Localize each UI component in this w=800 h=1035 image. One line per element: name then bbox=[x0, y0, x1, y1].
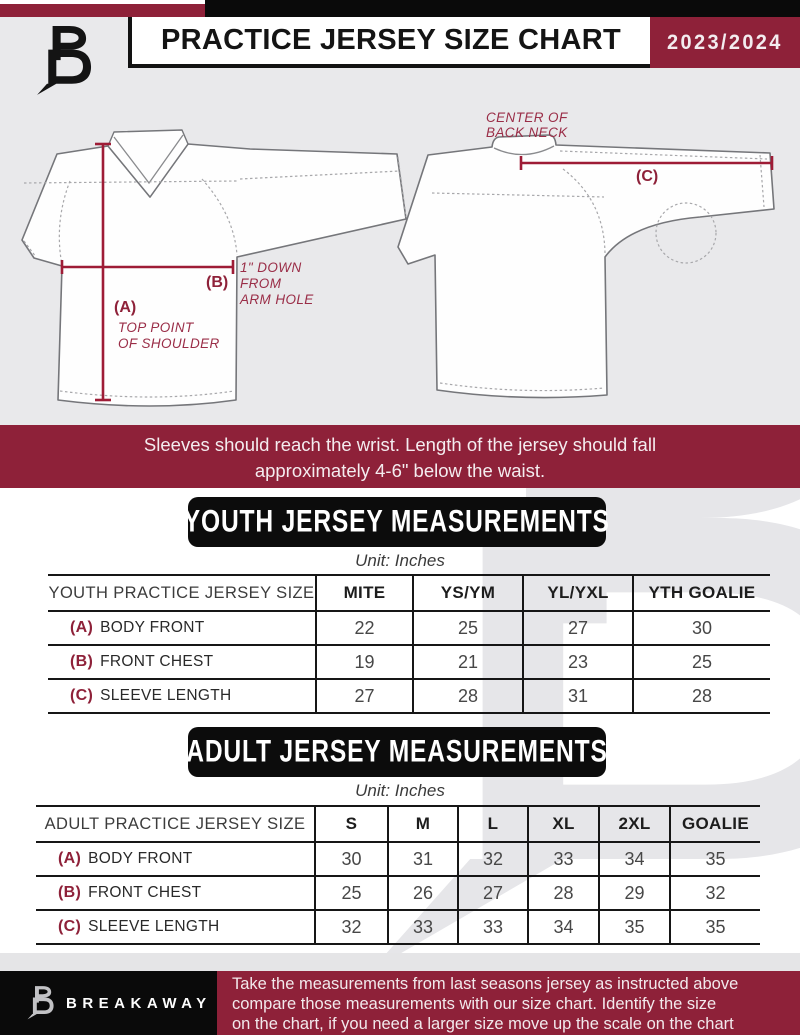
row-key: (A) bbox=[58, 850, 82, 867]
page-title-box bbox=[128, 17, 650, 68]
adult-size-header: M bbox=[388, 806, 458, 842]
table-row-sleeve-length bbox=[36, 910, 760, 944]
label-B-desc: 1" DOWN bbox=[240, 260, 302, 275]
label-C: (C) bbox=[636, 168, 659, 185]
header-maroon-stripe bbox=[0, 4, 205, 17]
cell-value: 34 bbox=[528, 910, 599, 944]
cell-value: 30 bbox=[633, 611, 770, 645]
adult-size-header: GOALIE bbox=[670, 806, 760, 842]
table-row-front-chest bbox=[48, 645, 770, 679]
label-A: (A) bbox=[114, 299, 137, 316]
cell-value: 27 bbox=[458, 876, 528, 910]
adult-table-col0-header: ADULT PRACTICE JERSEY SIZE bbox=[44, 814, 306, 833]
cell-value: 22 bbox=[316, 611, 413, 645]
youth-size-table bbox=[48, 574, 770, 714]
youth-unit-label: Unit: Inches bbox=[355, 551, 445, 570]
adult-unit-label: Unit: Inches bbox=[355, 781, 445, 800]
back-jersey-diagram bbox=[390, 105, 800, 435]
row-key: (C) bbox=[70, 687, 94, 704]
row-key: (B) bbox=[58, 884, 82, 901]
pre-footer-strip bbox=[0, 953, 800, 971]
row-label: SLEEVE LENGTH bbox=[88, 918, 220, 935]
cell-value: 28 bbox=[633, 679, 770, 713]
label-B-desc: ARM HOLE bbox=[240, 292, 314, 307]
footer-brand-block bbox=[0, 971, 217, 1035]
youth-size-header: YTH GOALIE bbox=[633, 575, 770, 611]
footer-line-2: compare those measurements with our size chart. Identify the size bbox=[232, 995, 717, 1013]
cell-value: 33 bbox=[528, 842, 599, 876]
cell-value: 35 bbox=[670, 910, 760, 944]
label-C-desc: BACK NECK bbox=[486, 125, 568, 140]
table-row-front-chest bbox=[36, 876, 760, 910]
breakaway-logo-icon bbox=[26, 985, 56, 1022]
table-row-body-front bbox=[48, 611, 770, 645]
fit-advisory-banner bbox=[0, 425, 800, 488]
adult-table-header-row bbox=[36, 806, 760, 842]
adult-banner-title: ADULT JERSEY MEASUREMENTS bbox=[186, 733, 608, 769]
adult-size-header: L bbox=[458, 806, 528, 842]
row-key: (A) bbox=[70, 619, 94, 636]
cell-value: 23 bbox=[523, 645, 633, 679]
cell-value: 28 bbox=[528, 876, 599, 910]
cell-value: 26 bbox=[388, 876, 458, 910]
cell-value: 31 bbox=[388, 842, 458, 876]
youth-size-header: MITE bbox=[316, 575, 413, 611]
label-B-desc: FROM bbox=[240, 276, 282, 291]
youth-section-banner bbox=[183, 497, 611, 547]
cell-value: 32 bbox=[315, 910, 388, 944]
youth-banner-title: YOUTH JERSEY MEASUREMENTS bbox=[183, 503, 611, 539]
youth-table-col0-header: YOUTH PRACTICE JERSEY SIZE bbox=[48, 583, 315, 602]
cell-value: 21 bbox=[413, 645, 523, 679]
jersey-diagram-area bbox=[0, 17, 800, 425]
cell-value: 28 bbox=[413, 679, 523, 713]
row-key: (B) bbox=[70, 653, 94, 670]
adult-size-table bbox=[36, 805, 760, 945]
cell-value: 27 bbox=[316, 679, 413, 713]
row-label: BODY FRONT bbox=[100, 619, 205, 636]
footer bbox=[0, 971, 800, 1035]
row-label: FRONT CHEST bbox=[100, 653, 214, 670]
cell-value: 32 bbox=[670, 876, 760, 910]
footer-brand-name: BREAKAWAY bbox=[66, 994, 212, 1012]
cell-value: 29 bbox=[599, 876, 670, 910]
label-A-desc: OF SHOULDER bbox=[118, 336, 220, 351]
row-key: (C) bbox=[58, 918, 82, 935]
adult-size-header: XL bbox=[528, 806, 599, 842]
cell-value: 35 bbox=[670, 842, 760, 876]
adult-section-banner bbox=[188, 727, 606, 777]
row-label: FRONT CHEST bbox=[88, 884, 202, 901]
table-row-sleeve-length bbox=[48, 679, 770, 713]
cell-value: 25 bbox=[315, 876, 388, 910]
footer-line-3: on the chart, if you need a larger size move up the scale on the chart bbox=[232, 1015, 734, 1033]
cell-value: 19 bbox=[316, 645, 413, 679]
footer-line-1: Take the measurements from last seasons jersey as instructed above bbox=[232, 975, 739, 993]
breakaway-logo-icon bbox=[34, 24, 96, 100]
cell-value: 27 bbox=[523, 611, 633, 645]
row-label: BODY FRONT bbox=[88, 850, 193, 867]
table-row-body-front bbox=[36, 842, 760, 876]
youth-table-header-row bbox=[48, 575, 770, 611]
advisory-line-1: Sleeves should reach the wrist. Length of the jersey should fall bbox=[143, 434, 657, 455]
adult-size-header: S bbox=[315, 806, 388, 842]
cell-value: 33 bbox=[388, 910, 458, 944]
front-jersey-diagram bbox=[10, 117, 420, 437]
youth-size-header: YS/YM bbox=[413, 575, 523, 611]
cell-value: 25 bbox=[413, 611, 523, 645]
season-label: 2023/2024 bbox=[667, 30, 783, 54]
label-A-desc: TOP POINT bbox=[118, 320, 194, 335]
cell-value: 32 bbox=[458, 842, 528, 876]
cell-value: 25 bbox=[633, 645, 770, 679]
row-label: SLEEVE LENGTH bbox=[100, 687, 232, 704]
youth-size-header: YL/YXL bbox=[523, 575, 633, 611]
back-jersey-outline bbox=[398, 135, 774, 398]
header-black-bar bbox=[205, 0, 800, 17]
cell-value: 30 bbox=[315, 842, 388, 876]
cell-value: 34 bbox=[599, 842, 670, 876]
adult-size-header: 2XL bbox=[599, 806, 670, 842]
season-badge bbox=[650, 17, 800, 68]
advisory-line-2: approximately 4-6" below the waist. bbox=[254, 460, 546, 481]
cell-value: 35 bbox=[599, 910, 670, 944]
cell-value: 33 bbox=[458, 910, 528, 944]
label-C-desc: CENTER OF bbox=[486, 110, 568, 125]
cell-value: 31 bbox=[523, 679, 633, 713]
label-B: (B) bbox=[206, 274, 229, 291]
footer-instructions bbox=[217, 971, 800, 1035]
page-title: PRACTICE JERSEY SIZE CHART bbox=[160, 24, 622, 56]
